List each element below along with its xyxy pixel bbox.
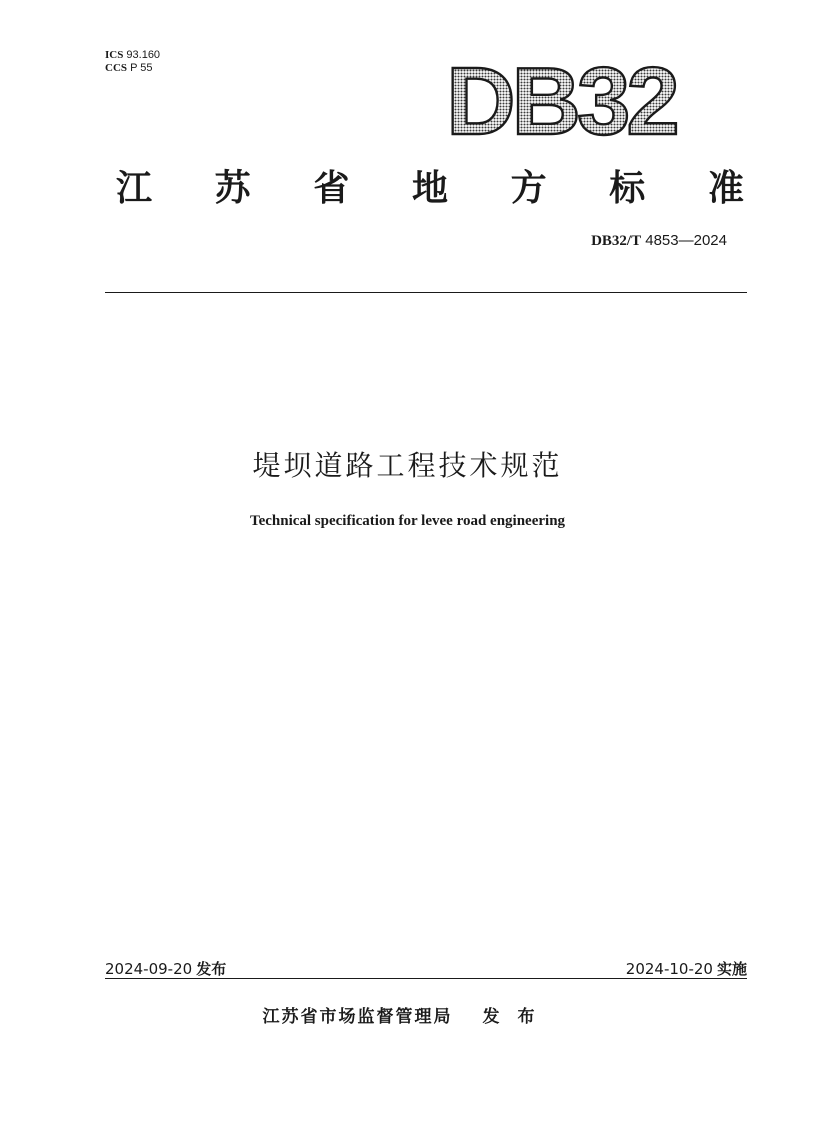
region-title-char: 标 — [609, 168, 646, 209]
ccs-code — [105, 62, 160, 75]
ics-label: ICS — [105, 49, 124, 61]
standard-number — [591, 232, 727, 250]
region-title-char: 苏 — [214, 168, 251, 209]
region-standard-title — [116, 160, 744, 211]
publisher-verb: 发布 — [482, 1007, 553, 1027]
db32-logo — [436, 54, 686, 140]
region-title-char: 江 — [116, 168, 153, 209]
ccs-value: P 55 — [130, 62, 153, 74]
region-title-char: 省 — [313, 168, 350, 209]
classification-codes — [105, 49, 160, 75]
ccs-label: CCS — [105, 62, 128, 74]
implement-date-word: 实施 — [716, 960, 747, 978]
ics-value: 93.160 — [126, 49, 161, 61]
db32-logo-text: DB32 — [446, 54, 676, 140]
publish-date-value: 2024-09-20 — [105, 960, 193, 978]
publish-date — [105, 958, 226, 979]
ics-code — [105, 49, 160, 62]
implement-date — [626, 958, 747, 979]
top-divider — [105, 292, 747, 293]
region-title-char: 地 — [411, 168, 448, 209]
standard-number-value: 4853—2024 — [645, 232, 727, 249]
publisher-org: 江苏省市场监督管理局 — [262, 1007, 453, 1027]
region-title-char: 准 — [707, 168, 744, 209]
publisher-line — [0, 1002, 815, 1027]
region-title-char: 方 — [510, 168, 547, 209]
document-title-zh: 堤坝道路工程技术规范 — [252, 449, 563, 482]
standard-number-prefix: DB32/T — [591, 233, 642, 249]
publish-date-word: 发布 — [196, 960, 227, 978]
implement-date-value: 2024-10-20 — [625, 960, 713, 978]
document-title-en: Technical specification for levee road engineering — [249, 513, 566, 529]
bottom-divider — [105, 978, 747, 979]
